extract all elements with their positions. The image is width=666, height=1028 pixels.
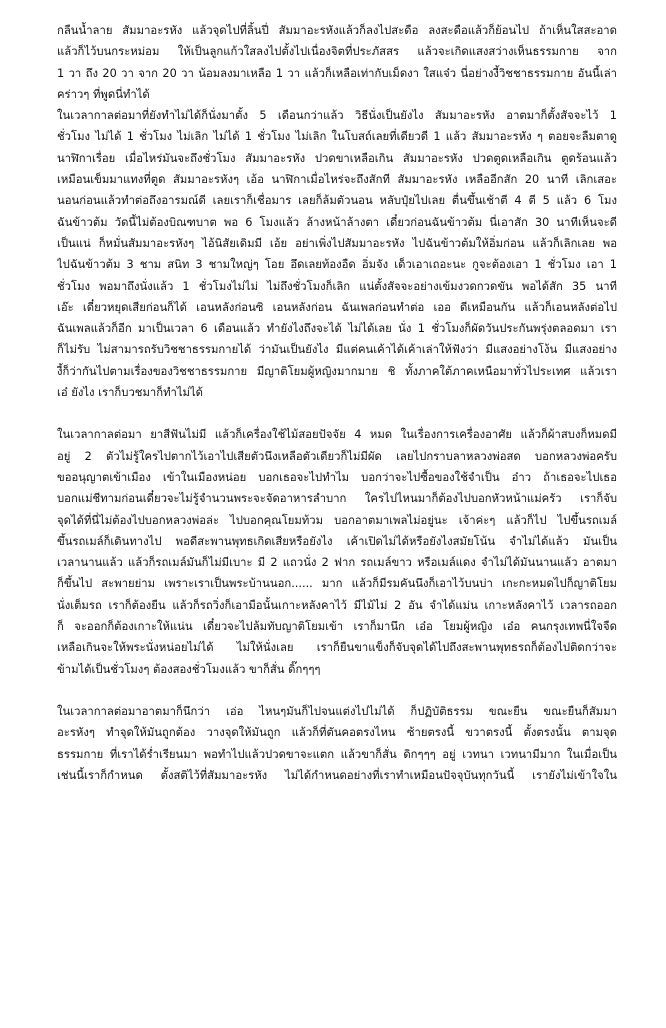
- text-line: เอ๊ะ เดี๋ยวหยุดเสียก่อนก็ได้ เอนหลังก่อนซิ เอนหลังก่อน ฉันเพลก่อนทำต่อ เออ ดีเหมือนกัน แล้วก็เอนหลังต่อไป: [57, 300, 617, 314]
- text-line: เช่นนี้เราก็กำหนด ตั้งสติไว้ที่สัมมาอะรหัง ไม่ได้กำหนดอย่างที่เราทำเหมือนปัจจุบันทุกวันนี้ เรายังไม่เข้าใจใน: [57, 768, 617, 782]
- paragraph-spacer: [57, 680, 617, 701]
- text-line: ชั่วโมง ไม่ได้ 1 ชั่วโมง ไม่เลิก ไม่ได้ 1 ชั่วโมง ไม่เลิก ในโบสถ์เลยที่เดียวดี 1 แล้ว สัมมาอะรหัง ๆ ตอยจะลืมตาดู: [57, 130, 617, 144]
- text-line: ธรรมกาย ที่เราได้ร่ำเรียนมา พอทำไปแล้วปวดขาจะแตก แล้วขาก็สั่น ดิกๆๆๆ อยู่ เวทนา เวทนามีมาก ในเมื่อเป็น: [57, 747, 617, 761]
- paragraph-spacer: [57, 403, 617, 424]
- text-line: กลืนน้ำลาย สัมมาอะรหัง แล้วจุดไปที่ลิ้นปี่ สัมมาอะรหังแล้วก็ลงไปสะดือ ลงสะดือแล้วก็ย้อนไป ถ้าเห็นใสสะอาด: [57, 24, 617, 37]
- text-line: 1 วา ถึง 20 วา จาก 20 วา น้อมลงมาเหลือ 1 วา แล้วก็เหลือเท่ากับเม็ดงา ใสแจ๋ว นี่อย่างงี้วิชชาธรรมกาย อันนี้เล่า: [57, 66, 617, 80]
- text-line: นาฬิกาเรื่อย เมื่อไหร่มันจะถึงชั่วโมง สัมมาอะรหัง ปวดขาเหลือเกิน สัมมาอะรหัง ปวดตูดเหลือเกิน ตูดร้อนแล้ว: [57, 151, 617, 165]
- text-line: เหมือนเข็มมาแทงที่ตูด สัมมาอะรหังๆ เอ้อ นาฬิกาเมื่อไหร่จะถึงสักที สัมมาอะรหัง เหลืออีกสัก 20 นาที เลิกเสอะ: [57, 173, 617, 187]
- text-line: คร่าวๆ ที่พูดนี่ทำได้: [57, 87, 150, 101]
- text-line: เอ๋ ยังไง เราก็บวชมาก็ทำไม่ได้: [57, 386, 204, 400]
- text-line: ในเวลากาลต่อมาอาตมาก็นึกว่า เอ่อ ไหนๆมันก็ไปจนแต่งไปไม่ได้ ก็ปฏิบัติธรรม ขณะยืน ขณะยืนก็สัมมา: [57, 704, 617, 718]
- paragraph: [57, 105, 617, 403]
- paragraph: [57, 20, 617, 105]
- text-line: ในเวลากาลต่อมาที่ยังทำไม่ได้ก็นั่งมาตั้ง 5 เดือนกว่าแล้ว วิธีนั่งเป็นยังไง สัมมาอะรหัง อาตมาก็ตั้งสัจจะไว้ 1: [57, 109, 617, 123]
- text-line: เวลานานแล้ว แล้วก็รถเมล์มันก็ไม่มีเบาะ มี 2 แถวนั่ง 2 ฟาก รถเมล์ขาว หรือเมล์แดง จำไม่ได้มันนานแล้ว อาตมา: [57, 556, 617, 570]
- text-line: ก็ จะออกก็ต้องเกาะให้แน่น เดี๋ยวจะไปล้มทับญาติโยมเข้า เราก็มานึก เอ๋อ โยมผู้หญิง เอ๋อ คนกรุงเทพนี่ใจจืด: [57, 620, 617, 634]
- text-line: เป็นแน่ ก็หมั่นสัมมาอะรหังๆ ไอ้นิสัยเดิมมี เอ้ย อย่าเพิ่งไปสัมมาอะรหัง ไปฉันข้าวต้มให้อิ่มก่อน แล้วก็เลิกเลย พอ: [57, 236, 617, 250]
- text-line: ไปฉันข้าวต้ม 3 ชาม สนิท 3 ชามใหญ่ๆ โอย อึดเลยท้องอืด อิ่มจัง เด็วเอาเถอะนะ กูจะต้องเอา 1 ชั่วโมง เอา 1: [57, 258, 617, 272]
- text-line: ก็ไม่รับ ไม่สามารถรับวิชชาธรรมกายได้ ว่ามันเป็นยังไง มีแต่คนเค้าได้เค้าเล่าให้ฟังว่า มีแสงอย่างโง้น มีแสงอย่าง: [57, 343, 617, 357]
- text-line: ขออนุญาตเข้าเมือง เข้าในเมืองหน่อย บอกเธอจะไปทำไม บอกว่าจะไปซื้อของใช้จำเป็น อ๋าว ถ้าเธอจะไปเธอ: [57, 470, 617, 484]
- paragraph: [57, 424, 617, 680]
- text-line: ก็ขึ้นไป สะพายย่าม เพราะเราเป็นพระบ้านนอก...... มาก แล้วก็มีรมคันนึงก็เอาไว้บนบ่า เกะกะหมดไปก็ญาติโยม: [57, 577, 617, 591]
- text-line: จุดได้ที่นี่ไม่ต้องไปบอกหลวงพ่อล่ะ ไปบอกคุณโยมท้วม บอกอาตมาเพลไม่อยู่นะ เจ้าค่ะๆ แล้วก็ไป ไปขึ้นรถเมล์: [57, 513, 617, 527]
- paragraph: [57, 701, 617, 786]
- text-line: นอนก่อนแล้วทำต่อถึงอารมณ์ดี เลยเราก็เชื่อมาร เลยก็ล้มตัวนอน หลับปุ๋ยไปเลย ตื่นขึ้นเช้าตี 4 ตี 5 แล้ว 6 โมง: [57, 194, 617, 208]
- text-line: แล้วก็ไว้บนกระหม่อม ให้เป็นลูกแก้วใสลงไปตั้งไปเนื่องจิตที่ประภัสสร แล้วจะเกิดแสงสว่างเห็นธรรมกาย จาก: [57, 45, 617, 59]
- text-line: งี้ก็ว่ากันไปตามเรื่องของวิชชาธรรมกาย มีญาติโยมผู้หญิงมากมาย ชิ ทั้งภาคใต้ภาคเหนือมาทั่วไประเทศ แล้วเรา: [57, 364, 617, 378]
- text-line: ข้ามได้เป็นชั่วโมงๆ ต้องสองชั่วโมงแล้ว ขาก็สั่น ดิ๊กๆๆๆ: [57, 662, 321, 676]
- text-line: ฉันเพลแล้วก็อีก มาเป็นเวลา 6 เดือนแล้ว ทำยังไงถึงจะได้ ไม่ได้เลย นั่ง 1 ชั่วโมงก็ผัดวันประกันพรุ่งตลอดมา เรา: [57, 322, 617, 336]
- text-line: เหลือเกินจะให้พระนั่งหน่อยไม่ได้ ไม่ให้นั่งเลย เราก็ยืนขาแข็งก็จับจุดได้ไปถึงสะพานพุทธรถก็ต้องไปติดกว่าจะ: [57, 641, 617, 655]
- text-line: ฉันข้าวต้ม วัดนี้ไม่ต้องบิณฑบาต พอ 6 โมงแล้ว ล้างหน้าล้างตา เดี๋ยวก่อนฉันข้าวต้ม นี่เอาสัก 30 นาทีเห็นจะดี: [57, 215, 617, 229]
- text-line: ชั่วโมง พอมาถึงนั่งแล้ว 1 ชั่วโมงไม่ไม่ ไม่ถึงชั่วโมงก็เลิก แน่ตั้งสัจจะอย่างเข้มงวดกวดขัน พอได้สัก 35 นาที: [57, 279, 617, 293]
- text-line: นั่งเต็มรถ เราก็ต้องยืน แล้วก็รถวิ่งก็เอามือนั้นเกาะหลังคาไว้ มีไม้ไม่ 2 อัน จำได้แม่น เกาะหลังคาไว้ เวลารถออก: [57, 598, 617, 612]
- document-page: [57, 20, 617, 786]
- text-line: อยู่ 2 ตัวไม่รู้ใครไปตากไว้เอาไปเสียตัวนึงเหลือตัวเดียวก็ไม่มีผัด เลยไปกราบลาหลวงพ่อสด บอกหลวงพ่อครับ: [57, 449, 617, 463]
- text-line: ขึ้นรถเมล์ก็เดินทางไป พอดีสะพานพุทธเกิดเสียหรือยังไง เค้าเปิดไม่ได้หรือยังไงสมัยโน้น จำไม่ได้แล้ว มันเป็น: [57, 534, 617, 548]
- text-line: อะรหังๆ ทำจุดให้มันถูกต้อง วางจุดให้มันถูก แล้วก็ที่ตันคอตรงไหน ซ้ายตรงนี้ ขวาตรงนี้ ตั้งตรงนั้น ตามจุด: [57, 726, 617, 740]
- text-line: บอกแม่ชีทามก่อนเดี๋ยวจะไม่รู้จำนวนพระจะจัดอาหารลำบาก ใครไปไหนมาก็ต้องไปบอกหัวหน้าแม่ครัว เราก็จับ: [57, 492, 617, 506]
- text-line: ในเวลากาลต่อมา ยาสีฟันไม่มี แล้วก็เครื่องใช้ไม้สอยปัจจัย 4 หมด ในเรื่องการเครื่องอาศัย แล้วก็ผ้าสบงก็หมดมี: [57, 428, 617, 442]
